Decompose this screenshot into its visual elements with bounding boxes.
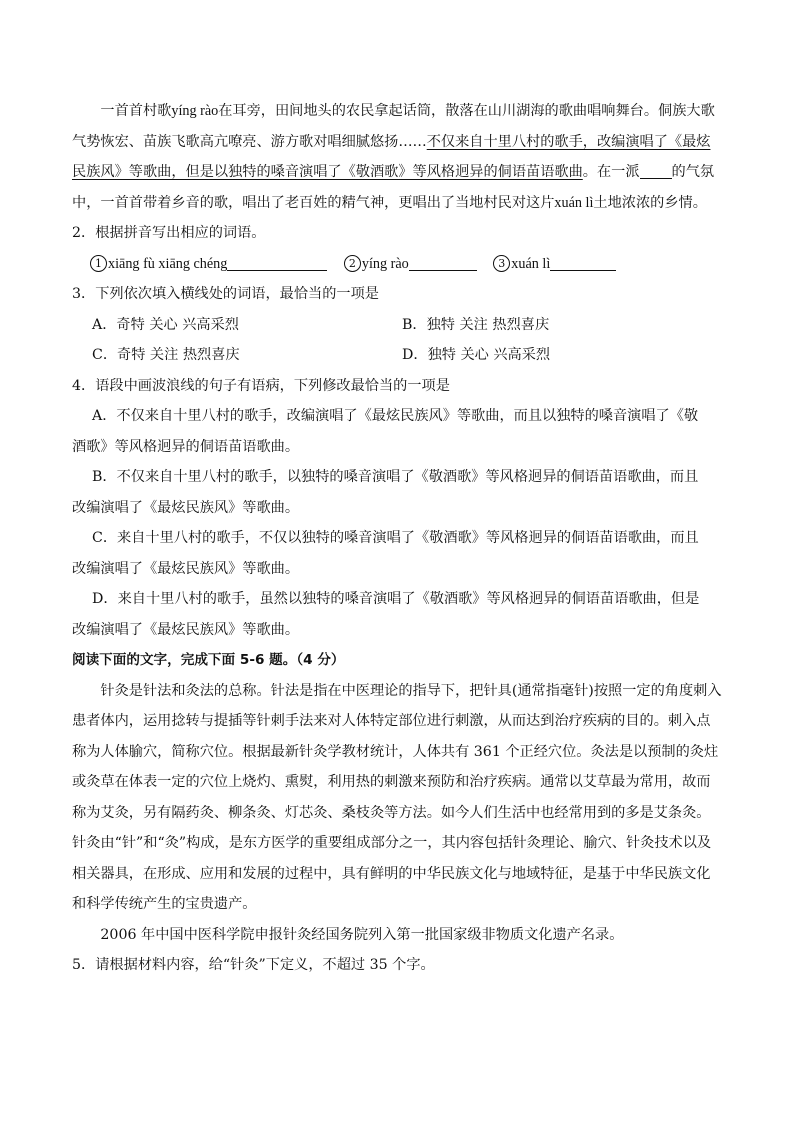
question-3-stem: 3．下列依次填入横线处的词语，最恰当的一项是 [72, 286, 379, 302]
reading-paragraph: 针灸是针法和灸法的总称。针法是指在中医理论的指导下，把针具(通常指毫针)按照一定的角度刺入患者体内，运用捻转与提插等针刺手法来对人体特定部位进行刺激，从而达到治疗疾病的目的。刺入点称为人体腧穴，简称穴位。根据最新针灸学教材统计，人体共有 361 个正经穴位。灸法是以预制的灸炷或灸草在体表一定的穴位上烧灼、熏熨，利用热的刺激来预防和治疗疾病。通常以艾草最为常用，故而称为艾灸，另有隔药灸、柳条灸、灯芯灸、桑枝灸等方法。如今人们生活中也经常用到的多是艾条灸。针灸由“针”和“灸”构成，是东方医学的重要组成部分之一，其内容包括针灸理论、腧穴、针灸技术以及相关器具，在形成、应用和发展的过程中，具有鲜明的中华民族文化与地域特征，是基于中华民族文化和科学传统产生的宝贵遗产。 [72, 682, 722, 912]
circled-number: 1 [90, 255, 107, 272]
passage-text: 一首首村歌 [100, 103, 172, 119]
option-d-continued: 改编演唱了《最炫民族风》等歌曲。 [72, 621, 300, 638]
pinyin-item: 3 xuán lì [493, 249, 616, 280]
option-a-continued: 酒歌》等风格迥异的侗语苗语歌曲。 [72, 438, 300, 455]
pinyin-item: 1 xiāng fù xiāng chéng [90, 249, 327, 280]
option-d[interactable]: D．独特 关心 兴高采烈 [402, 347, 551, 363]
wavy-underlined-sentence: 不仅来自十里八村的歌手，改编演唱了《最炫民族风》等歌曲，但是以独特的嗓音演唱了《敬酒歌》等风格迥异的侗语苗语歌曲 [72, 133, 711, 180]
pinyin-prompt: xuán lì [554, 194, 594, 211]
reading-paragraph: 2006 年中国中医科学院申报针灸经国务院列入第一批国家级非物质文化遗产名录。 [100, 926, 624, 943]
option-a[interactable]: A．奇特 关心 兴高采烈 [92, 316, 239, 333]
option-c-continued: 改编演唱了《最炫民族风》等歌曲。 [72, 560, 300, 577]
passage-text: 。在一派 [582, 164, 640, 180]
option-b-continued: 改编演唱了《最炫民族风》等歌曲。 [72, 499, 300, 516]
worksheet-page [72, 96, 724, 981]
passage-text: 的气氛中，一首首带着乡音的歌，唱出了老百姓的精气神，更唱出了当地村民对这片 [72, 164, 715, 211]
pinyin-prompt: yíng rào [171, 103, 219, 119]
option-d[interactable]: D．来自十里八村的歌手，虽然以独特的嗓音演唱了《敬酒歌》等风格迥异的侗语苗语歌曲，但是 [92, 591, 700, 607]
fill-blank[interactable] [640, 160, 672, 179]
question-3-options-row [72, 340, 724, 371]
option-c[interactable]: C．来自十里八村的歌手，不仅以独特的嗓音演唱了《敬酒歌》等风格迥异的侗语苗语歌曲，而且 [92, 530, 699, 546]
pinyin-item: 2 yíng rào [344, 249, 477, 280]
answer-blank[interactable] [550, 252, 616, 271]
option-b[interactable]: B．不仅来自十里八村的歌手，以独特的嗓音演唱了《敬酒歌》等风格迥异的侗语苗语歌曲，而且 [92, 469, 699, 485]
reading-heading: 阅读下面的文字，完成下面 5-6 题。（4 分） [72, 652, 345, 668]
option-b[interactable]: B．独特 关注 热烈喜庆 [402, 316, 550, 333]
circled-number: 3 [493, 255, 510, 272]
option-c[interactable]: C．奇特 关注 热烈喜庆 [92, 347, 240, 363]
answer-blank[interactable] [227, 252, 327, 271]
passage-text: 在耳旁，田间地头的农民拿起话筒，散落在山川湖海的歌曲唱响舞台。侗族大歌气势恢宏、苗族飞歌高亢嘹亮、游方歌对唱细腻悠扬…… [72, 103, 715, 150]
passage-paragraph [72, 96, 724, 218]
question-5-stem: 5．请根据材料内容，给“针灸”下定义，不超过 35 个字。 [72, 957, 435, 973]
question-4-stem: 4．语段中画波浪线的句子有语病，下列修改最恰当的一项是 [72, 377, 450, 394]
passage-text: 土地浓浓的乡情。 [593, 194, 707, 211]
question-2-stem: 2．根据拼音写出相应的词语。 [72, 225, 266, 241]
answer-blank[interactable] [409, 252, 477, 271]
question-2-items [72, 249, 724, 280]
question-3-options-row [72, 310, 724, 341]
circled-number: 2 [344, 255, 361, 272]
option-a[interactable]: A．不仅来自十里八村的歌手，改编演唱了《最炫民族风》等歌曲，而且以独特的嗓音演唱了《敬 [92, 408, 699, 424]
